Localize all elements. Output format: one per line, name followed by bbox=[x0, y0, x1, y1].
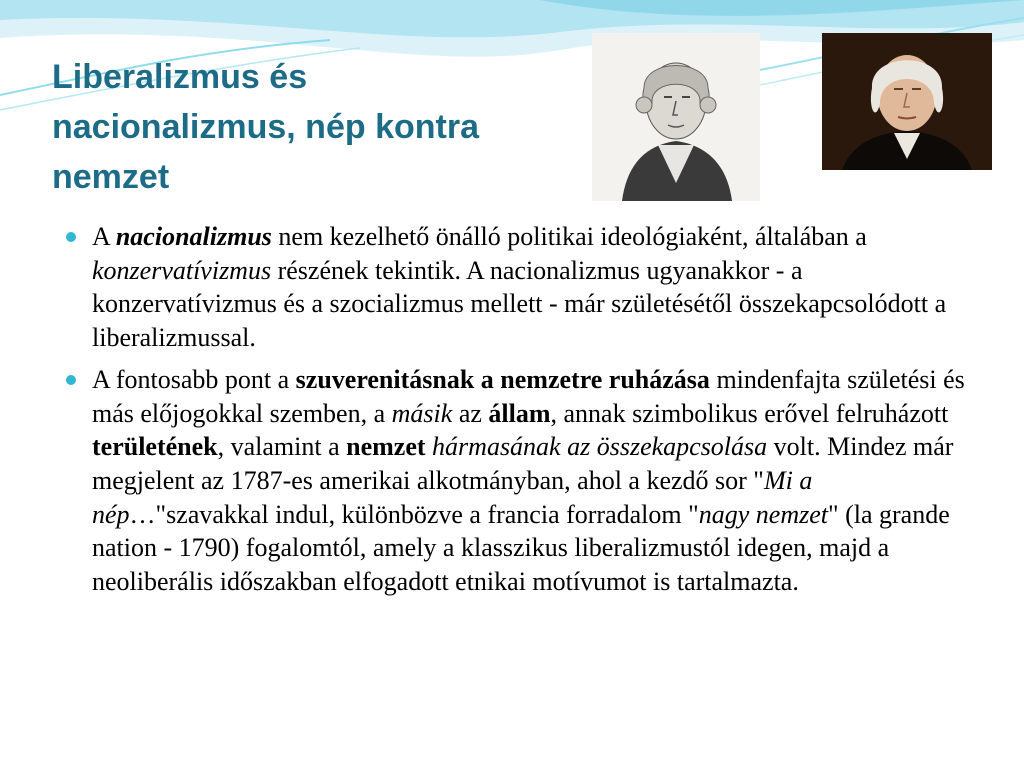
bullet-item bbox=[66, 220, 966, 355]
bullet-text-segment: nagy nemzet bbox=[698, 499, 828, 529]
bullet-text-segment: konzervatívizmus bbox=[92, 255, 272, 285]
bullet-text-segment: másik bbox=[391, 398, 453, 428]
title-line: nemzet bbox=[52, 158, 170, 196]
bullet-text-segment: " (la grande nation - 1790) fogalomtól, amely a klasszikus liberalizmustól idegen, majd a neoliberális időszakban elfogadott etnikai motívumot is tartalmazta. bbox=[92, 499, 950, 597]
title-line: nacionalizmus, nép kontra bbox=[52, 108, 479, 146]
bullet-text-segment: , valamint a bbox=[217, 432, 347, 462]
bullet-text-segment: részének tekintik. A nacionalizmus ugyanakkor - a konzervatívizmus és a szocializmus mellett - már születésétől összekapcsolódott a liberalizmussal. bbox=[92, 255, 947, 353]
bullet-text-segment: volt. Mindez már megjelent az 1787-es amerikai alkotmányban, ahol a kezdő sor " bbox=[92, 432, 954, 495]
bullet-text-segment: …"szavakkal indul, különbözve a francia forradalom " bbox=[129, 499, 699, 529]
bullet-text-segment: Mi a nép bbox=[92, 465, 813, 529]
bullet-text-segment: nem kezelhető önálló politikai ideológiaként, általában a bbox=[271, 222, 867, 251]
bullet-text-segment: nemzet bbox=[346, 432, 426, 462]
bullet-text-segment: területének bbox=[92, 432, 218, 462]
bullet-text-segment: nacionalizmus bbox=[115, 222, 272, 251]
bullet-text-segment: az bbox=[452, 398, 489, 428]
bullet-text-segment: A fontosabb pont a bbox=[92, 364, 296, 394]
content-bullet-list bbox=[66, 220, 966, 607]
bullet-text-segment: , annak szimbolikus erővel felruházott bbox=[550, 398, 949, 428]
bullet-text-segment: szuverenitásnak a nemzetre ruházása bbox=[295, 364, 710, 394]
bullet-dot-icon bbox=[66, 375, 76, 385]
portrait-engraving-image bbox=[592, 33, 760, 201]
bullet-text-segment: mindenfajta születési és más előjogokkal szemben, a bbox=[92, 364, 965, 428]
bullet-text-segment: állam bbox=[488, 398, 551, 428]
title-line: Liberalizmus és bbox=[52, 58, 308, 96]
bullet-item bbox=[66, 363, 966, 599]
bullet-text-segment: A bbox=[92, 222, 116, 251]
bullet-dot-icon bbox=[66, 232, 76, 242]
portrait-painting-image bbox=[822, 33, 992, 170]
bullet-text-segment: hármasának az összekapcsolása bbox=[432, 432, 768, 462]
slide-title bbox=[52, 52, 572, 202]
